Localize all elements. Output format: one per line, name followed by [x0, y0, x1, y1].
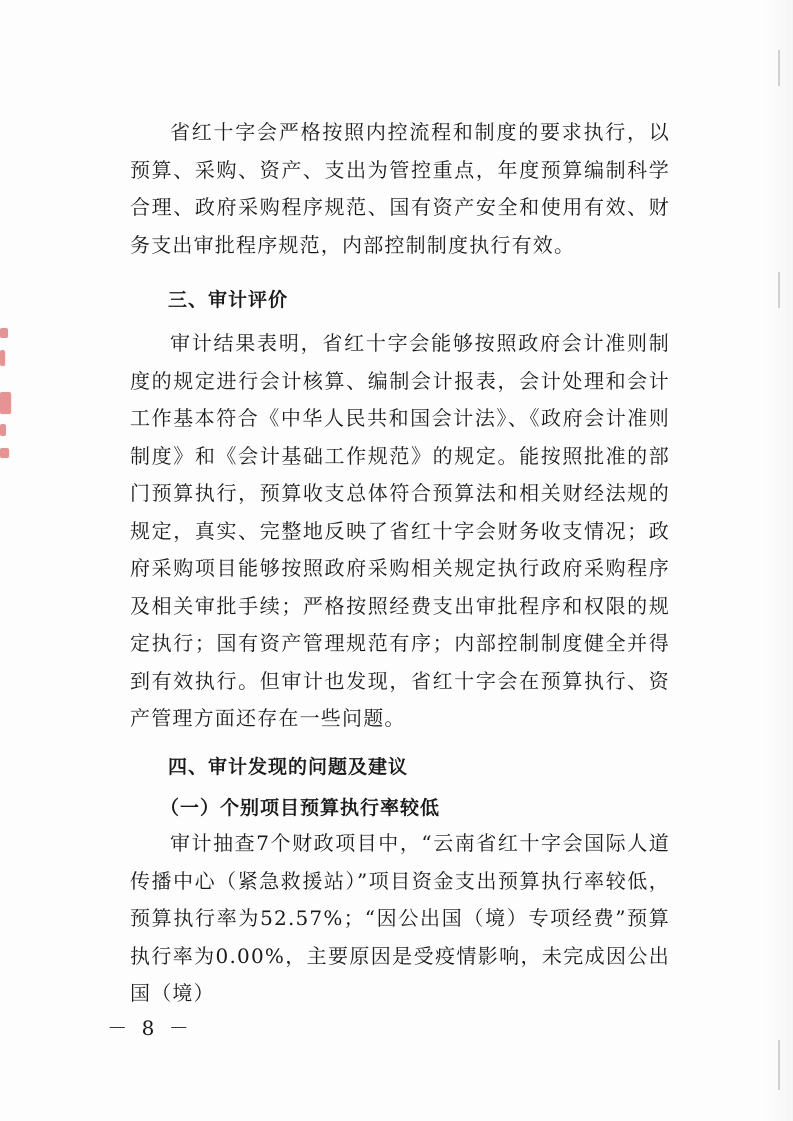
body-text: 省红十字会严格按照内控流程和制度的要求执行，以预算、采购、资产、支出为管控重点，年度预算编制科学合理、政府采购程序规范、国有资产安全和使用有效、财务支出审批程序规范，内部控制制度执行有效。: [130, 120, 670, 257]
paragraph-internal-control: [130, 114, 670, 264]
scan-shadow: [765, 0, 793, 1121]
paragraph-low-execution-rate: [130, 825, 670, 1013]
scan-mark: [778, 1040, 780, 1090]
section-heading-audit-evaluation: 三、审计评价: [168, 289, 289, 311]
scan-mark: [778, 272, 780, 308]
section-heading-audit-findings: 四、审计发现的问题及建议: [168, 756, 409, 778]
subsection-heading-low-execution-rate: （一）个别项目预算执行率较低: [160, 797, 441, 819]
body-text: 审计抽查7个财政项目中，“云南省红十字会国际人道传播中心（紧急救援站）”项目资金支出预算执行率较低，预算执行率为52.57%；“因公出国（境）专项经费”预算执行率为0.00%，主要原因是受疫情影响，未完成因公出国（境）: [130, 831, 670, 1005]
seal-stamp-edge: [0, 320, 14, 470]
body-text: 审计结果表明，省红十字会能够按照政府会计准则制度的规定进行会计核算、编制会计报表，会计处理和会计工作基本符合《中华人民共和国会计法》、《政府会计准则制度》和《会计基础工作规范》的规定。能按照批准的部门预算执行，预算收支总体符合预算法和相关财经法规的规定，真实、完整地反映了省红十字会财务收支情况；政府采购项目能够按照政府采购相关规定执行政府采购程序及相关审批手续；严格按照经费支出审批程序和权限的规定执行；国有资产管理规范有序；内部控制制度健全并得到有效执行。但审计也发现，省红十字会在预算执行、资产管理方面还存在一些问题。: [130, 331, 670, 730]
paragraph-audit-evaluation: [130, 325, 670, 738]
page-number: － 8 －: [107, 1016, 193, 1040]
scan-mark: [778, 50, 780, 86]
